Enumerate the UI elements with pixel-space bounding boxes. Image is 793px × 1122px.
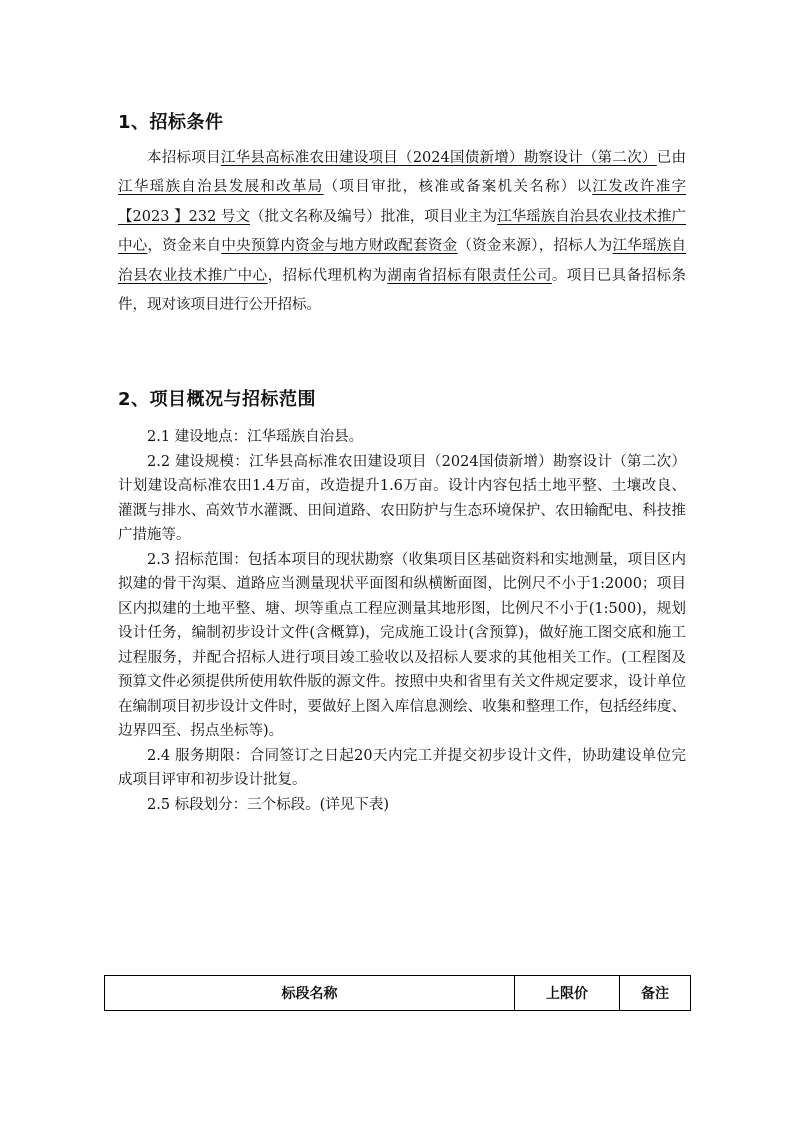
scale-paragraph: 2.2 建设规模：江华县高标准农田建设项目（2024国债新增）勘察设计（第二次）计划建设高标准农田1.4万亩，改造提升1.6万亩。设计内容包括土地平整、土壤改良、灌溉与排水、高效节水灌溉、田间道路、农田防护与生态环境保护、农田输配电、科技推广措施等。 [118,453,686,543]
section1-heading: 1、招标条件 [118,112,224,133]
col-lot-name: 标段名称 [105,976,515,1011]
service-period-paragraph: 2.4 服务期限：合同签订之日起20天内完工并提交初步设计文件，协助建设单位完成项目评审和初步设计批复。 [118,747,686,788]
fund-source: 中央预算内资金与地方财政配套资金 [221,238,458,255]
tenderer: 江华瑶族自治县农业技术推广中心 [118,238,687,284]
col-price-cap: 上限价 [515,976,620,1011]
section1-paragraph: 本招标项目江华县高标准农田建设项目（2024国债新增）勘察设计（第二次）已由江华瑶族自治县发展和改革局（项目审批，核准或备案机关名称）以江发改许准字【2023 】232 号文（批文名称及编号）批准，项目业主为江华瑶族自治县农业技术推广中心，资金来自中央预算内资金与地方财政配套资金（资金来源），招标人为江华瑶族自治县农业技术推广中心，招标代理机构为湖南省招标有限责任公司。项目已具备招标条件，现对该项目进行公开招标。 [118,150,687,314]
col-remarks: 备注 [620,976,691,1011]
approval-doc: 江发改许准字【2023 】232 号文 [118,179,687,225]
tender-agency: 湖南省招标有限责任公司 [387,267,552,284]
location-paragraph: 2.1 建设地点：江华瑶族自治县。 [147,429,364,445]
section2-body [118,425,686,817]
lot-division-paragraph: 2.5 标段划分：三个标段。(详见下表) [147,796,389,813]
project-name: 江华县高标准农田建设项目（2024国债新增）勘察设计（第二次） [220,150,657,166]
scope-paragraph: 2.3 招标范围：包括本项目的现状勘察（收集项目区基础资料和实地测量，项目区内拟建的骨干沟渠、道路应当测量现状平面图和纵横断面图，比例尺不小于1:2000；项目区内拟建的土地平整、塘、坝等重点工程应测量其地形图，比例尺不小于(1:500)，规划设计任务，编制初步设计文件(含概算)，完成施工设计(含预算)，做好施工图交底和施工过程服务，并配合招标人进行项目竣工验收以及招标人要求的其他相关工作。(工程图及预算文件必须提供所使用软件版的源文件。按照中央和省里有关文件规定要求，设计单位在编制项目初步设计文件时，要做好上图入库信息测绘、收集和整理工作，包括经纬度、边界四至、拐点坐标等)。 [118,551,686,739]
table-header-row [105,976,691,1011]
section2-heading: 2、项目概况与招标范围 [118,389,317,410]
project-owner: 江华瑶族自治县农业技术推广中心 [118,208,687,255]
approval-org: 江华瑶族自治县发展和改革局 [118,179,324,196]
lot-table [104,975,691,1011]
